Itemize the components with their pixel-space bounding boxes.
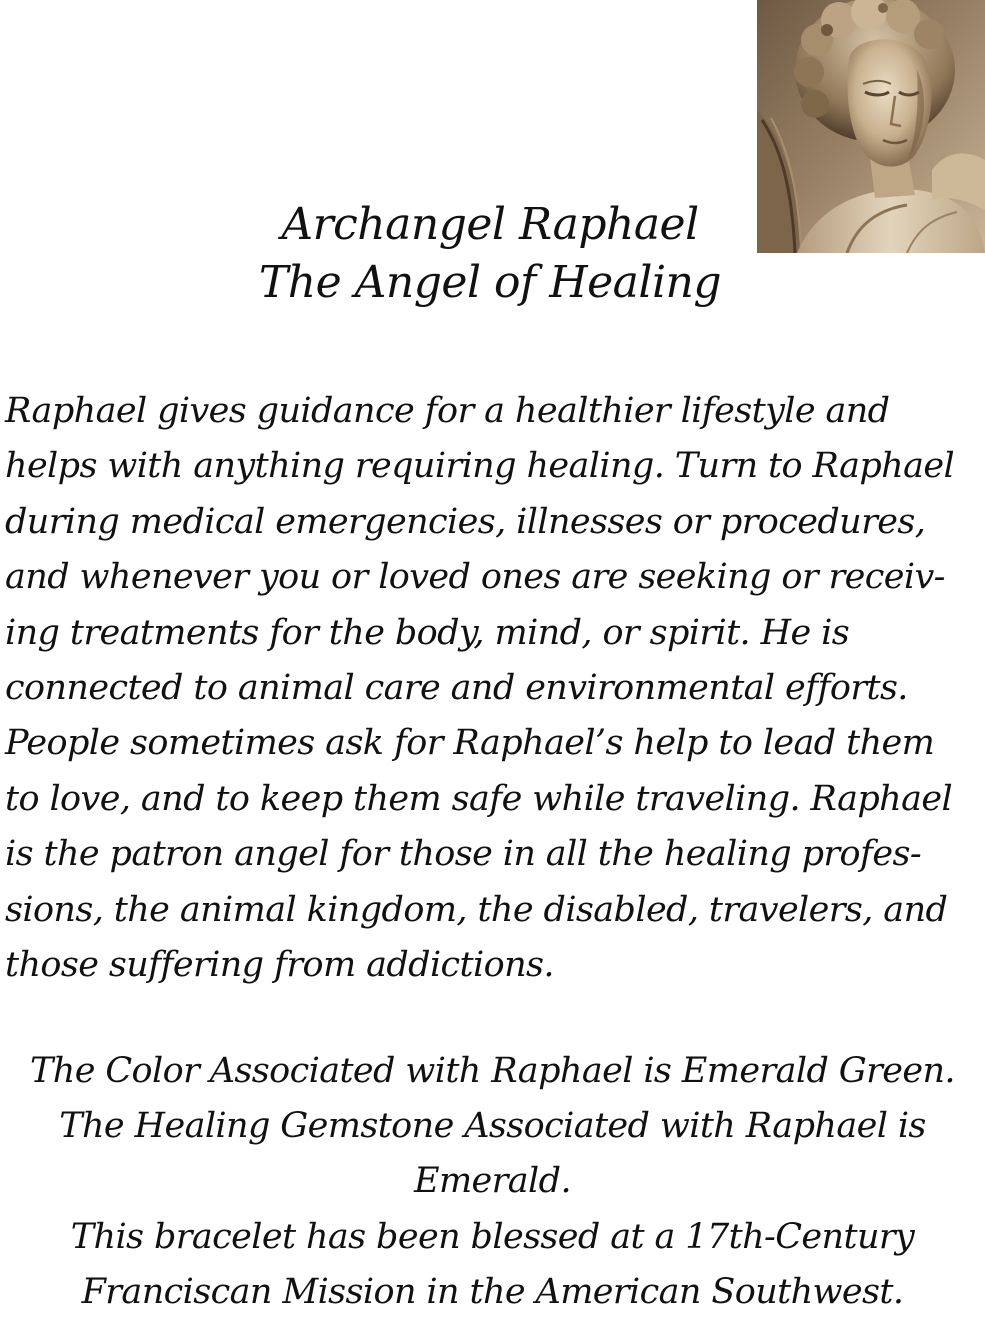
- body-line: ing treatments for the body, mind, or spirit. He is: [5, 612, 850, 653]
- body-line: during medical emergencies, illnesses or procedures,: [5, 501, 926, 542]
- title-line-2: The Angel of Healing: [258, 257, 722, 308]
- footer-line: Franciscan Mission in the American Southwest.: [81, 1271, 904, 1312]
- body-line: to love, and to keep them safe while traveling. Raphael: [5, 778, 953, 819]
- body-line: People sometimes ask for Raphael’s help to lead them: [5, 723, 935, 764]
- body-line: Raphael gives guidance for a healthier lifestyle and: [5, 391, 890, 431]
- footer-line: The Healing Gemstone Associated with Raphael is: [59, 1106, 926, 1147]
- body-line: sions, the animal kingdom, the disabled, travelers, and: [5, 889, 948, 930]
- body-line: and whenever you or loved ones are seeking or receiv-: [5, 557, 945, 598]
- body-line: those suffering from addictions.: [5, 945, 554, 986]
- footer-line: This bracelet has been blessed at a 17th-Century: [70, 1216, 915, 1257]
- body-line: connected to animal care and environmental efforts.: [5, 668, 908, 709]
- associations-footer: [0, 1044, 985, 1320]
- body-line: helps with anything requiring healing. Turn to Raphael: [5, 446, 955, 487]
- description-paragraph: [5, 384, 980, 993]
- footer-line: Emerald.: [414, 1161, 571, 1202]
- title-line-1: Archangel Raphael: [281, 199, 699, 250]
- body-line: is the patron angel for those in all the healing profes-: [5, 834, 922, 875]
- page-title: [180, 196, 800, 312]
- footer-line: The Color Associated with Raphael is Emerald Green.: [30, 1051, 955, 1091]
